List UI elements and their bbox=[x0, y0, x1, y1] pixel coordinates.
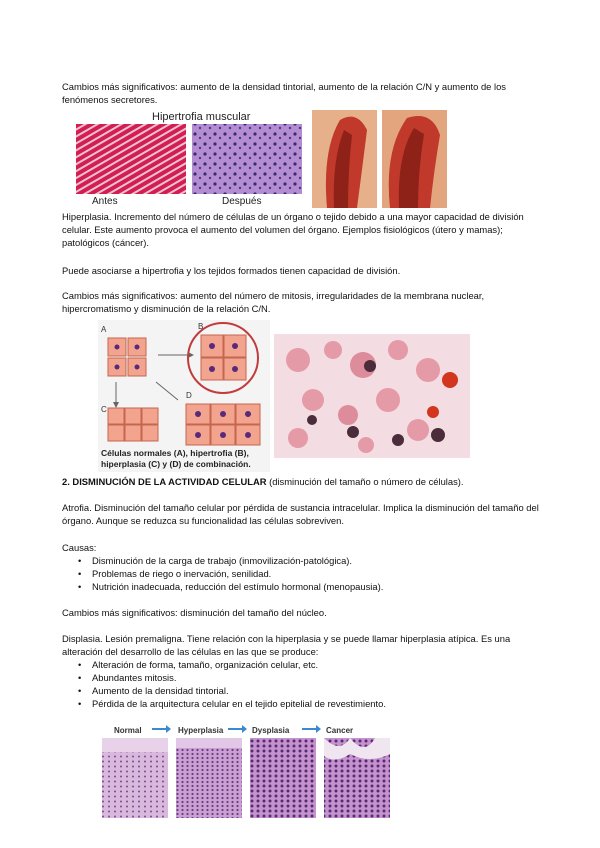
list-item: • Pérdida de la arquitectura celular en el tejido epitelial de revestimiento. bbox=[78, 698, 386, 709]
figure-celulas bbox=[98, 320, 478, 472]
paragraph-cambios-atrofia: Cambios más significativos: disminución del tamaño del núcleo. bbox=[62, 607, 327, 618]
section-heading-rest: (disminución del tamaño o número de células). bbox=[266, 476, 464, 487]
label-c: C bbox=[101, 405, 107, 414]
cells-hypertrophy bbox=[201, 335, 246, 380]
label-hyperplasia: Hyperplasia bbox=[178, 726, 224, 735]
label-cancer: Cancer bbox=[326, 726, 354, 735]
paragraph-asociacion: Puede asociarse a hipertrofia y los tejidos formados tienen capacidad de división. bbox=[62, 265, 401, 276]
figure-hipertrofia-muscular bbox=[72, 110, 452, 208]
list-item: • Nutrición inadecuada, reducción del estímulo hormonal (menopausia). bbox=[78, 581, 384, 592]
label-d: D bbox=[186, 391, 192, 400]
figure-tejido-progresion bbox=[100, 724, 400, 820]
tissue-progression-illustration bbox=[100, 724, 400, 820]
paragraph-atrofia: Atrofia. Disminución del tamaño celular por pérdida de sustancia intracelular. Implica la disminución del tamaño del órgano. Aunque se reduzca su funcionalidad las células sobreviven. bbox=[62, 502, 539, 527]
figure-caption-line1: Células normales (A), hipertrofia (B), bbox=[101, 448, 249, 458]
paragraph-cambios-hipertrofia: Cambios más significativos: aumento de la densidad tintorial, aumento de la relación C/N y aumento de los fenómenos secretores. bbox=[62, 81, 506, 106]
arm-before-image bbox=[312, 110, 377, 208]
micrograph-image bbox=[274, 334, 470, 458]
list-item: • Disminución de la carga de trabajo (inmovilización-patológica). bbox=[78, 555, 353, 566]
cell-diagram bbox=[98, 320, 478, 472]
bullet-icon: • bbox=[78, 581, 82, 592]
tissue-hyperplasia bbox=[176, 738, 242, 818]
label-a: A bbox=[101, 325, 107, 334]
bullet-icon: • bbox=[78, 568, 82, 579]
list-item: • Problemas de riego o inervación, senilidad. bbox=[78, 568, 272, 579]
section-heading bbox=[62, 475, 540, 488]
list-item: • Abundantes mitosis. bbox=[78, 672, 177, 683]
bullet-icon: • bbox=[78, 685, 82, 696]
label-normal: Normal bbox=[114, 726, 142, 735]
bullet-icon: • bbox=[78, 659, 82, 670]
label-despues: Después bbox=[222, 196, 262, 207]
tissue-dysplasia bbox=[250, 738, 316, 818]
cells-combination bbox=[186, 404, 260, 445]
hipertrofia-illustration bbox=[72, 110, 452, 208]
figure-title: Hipertrofia muscular bbox=[152, 111, 251, 123]
bullet-icon: • bbox=[78, 672, 82, 683]
section-heading-bold: 2. DISMINUCIÓN DE LA ACTIVIDAD CELULAR bbox=[62, 476, 267, 487]
bullet-icon: • bbox=[78, 555, 82, 566]
paragraph-displasia: Displasia. Lesión premaligna. Tiene relación con la hiperplasia y se puede llamar hiperplasia atípica. Es una alteración del desarrollo de las células en las que se produce: bbox=[62, 633, 511, 658]
causas-label: Causas: bbox=[62, 542, 97, 553]
figure-caption-line2: hiperplasia (C) y (D) de combinación. bbox=[101, 459, 251, 469]
label-b: B bbox=[198, 322, 204, 331]
cells-hyperplasia bbox=[108, 408, 158, 441]
paragraph-cambios-hiperplasia: Cambios más significativos: aumento del número de mitosis, irregularidades de la membrana nuclear, hipercromatismo y disminución de la relación C/N. bbox=[62, 290, 485, 315]
list-item: • Aumento de la densidad tintorial. bbox=[78, 685, 229, 696]
arm-after-image bbox=[382, 110, 447, 208]
list-item: • Alteración de forma, tamaño, organización celular, etc. bbox=[78, 659, 319, 670]
label-dysplasia: Dysplasia bbox=[252, 726, 290, 735]
label-antes: Antes bbox=[92, 196, 118, 207]
paragraph-hiperplasia: Hiperplasia. Incremento del número de células de un órgano o tejido debido a una mayor capacidad de división celular. Este aumento provoca el aumento del volumen del órgano. Ejemplos fisiológicos (útero y mamas); patológicos (cáncer). bbox=[62, 211, 524, 249]
bullet-icon: • bbox=[78, 698, 82, 709]
